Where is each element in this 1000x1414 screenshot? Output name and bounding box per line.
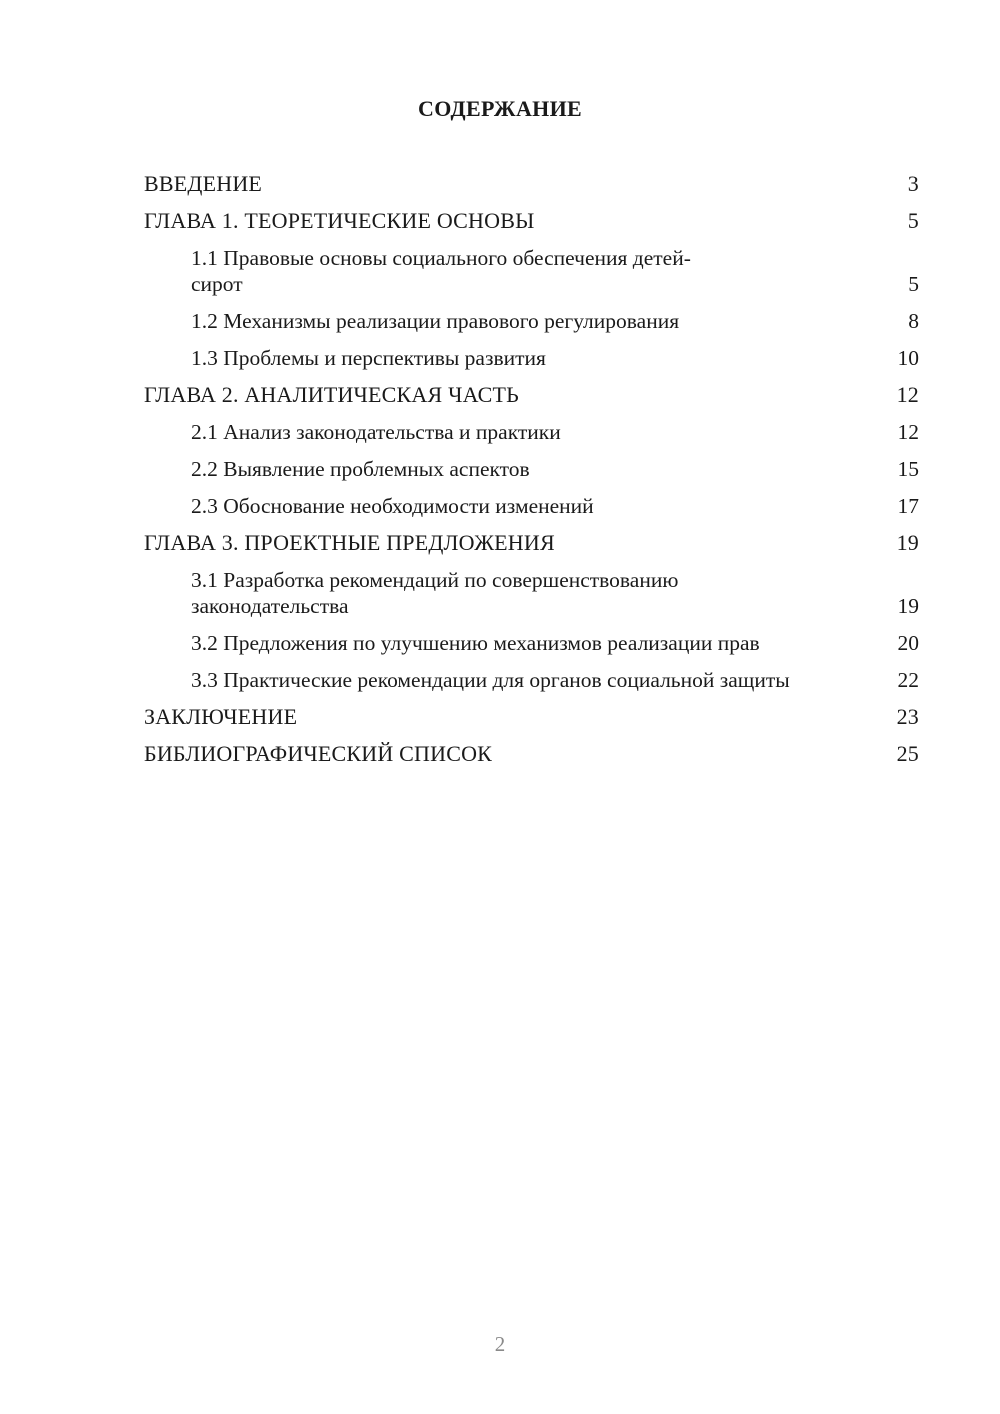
toc-entry-page: 23: [896, 704, 919, 729]
toc-entry-chapter-2[interactable]: [144, 377, 919, 414]
toc-entry-section-1-1[interactable]: [144, 240, 919, 303]
toc-entry-section-1-2[interactable]: [144, 303, 919, 340]
toc-entry-text: 2.3 Обоснование необходимости изменений: [191, 494, 594, 518]
toc-entry-page: 17: [897, 494, 919, 518]
toc-entry-introduction[interactable]: [144, 166, 919, 203]
table-of-contents: [144, 166, 919, 773]
toc-entry-section-2-1[interactable]: [144, 414, 919, 451]
toc-entry-text: 2.2 Выявление проблемных аспектов: [191, 457, 530, 481]
toc-entry-page: 22: [897, 668, 919, 692]
toc-entry-text: 2.1 Анализ законодательства и практики: [191, 420, 561, 444]
toc-entry-section-2-3[interactable]: [144, 488, 919, 525]
toc-entry-text: 1.2 Механизмы реализации правового регулирования: [191, 309, 680, 333]
toc-entry-chapter-1[interactable]: [144, 203, 919, 240]
toc-entry-text: ВВЕДЕНИЕ: [144, 171, 263, 196]
toc-entry-text: 1.1 Правовые основы социального обеспечения детей-сирот: [191, 246, 691, 296]
toc-entry-chapter-3[interactable]: [144, 525, 919, 562]
toc-entry-page: 5: [907, 208, 919, 233]
toc-entry-text: 3.3 Практические рекомендации для органов социальной защиты: [191, 668, 790, 692]
toc-entry-page: 20: [897, 631, 919, 655]
toc-entry-section-3-2[interactable]: [144, 625, 919, 662]
toc-entry-page: 19: [896, 530, 919, 555]
toc-entry-section-3-1[interactable]: [144, 562, 919, 625]
toc-entry-text: 3.2 Предложения по улучшению механизмов реализации прав: [191, 631, 760, 655]
toc-entry-text: 3.1 Разработка рекомендаций по совершенствованию законодательства: [191, 568, 679, 618]
page-number: 2: [494, 1332, 506, 1356]
toc-entry-text: 1.3 Проблемы и перспективы развития: [191, 346, 546, 370]
toc-entry-text: ГЛАВА 2. АНАЛИТИЧЕСКАЯ ЧАСТЬ: [144, 382, 519, 407]
toc-entry-page: 8: [908, 309, 919, 333]
toc-entry-section-3-3[interactable]: [144, 662, 919, 699]
toc-entry-text: ГЛАВА 3. ПРОЕКТНЫЕ ПРЕДЛОЖЕНИЯ: [144, 530, 555, 555]
toc-entry-page: 5: [908, 272, 919, 296]
toc-entry-text: ЗАКЛЮЧЕНИЕ: [144, 704, 298, 729]
toc-entry-page: 19: [897, 594, 919, 618]
page-title: СОДЕРЖАНИЕ: [418, 96, 582, 121]
toc-entry-text: ГЛАВА 1. ТЕОРЕТИЧЕСКИЕ ОСНОВЫ: [144, 208, 535, 233]
toc-entry-page: 10: [897, 346, 919, 370]
toc-entry-section-1-3[interactable]: [144, 340, 919, 377]
toc-entry-section-2-2[interactable]: [144, 451, 919, 488]
toc-entry-text: БИБЛИОГРАФИЧЕСКИЙ СПИСОК: [144, 741, 493, 766]
toc-entry-page: 15: [897, 457, 919, 481]
toc-entry-conclusion[interactable]: [144, 699, 919, 736]
toc-entry-page: 12: [897, 420, 919, 444]
toc-entry-page: 12: [896, 382, 919, 407]
toc-entry-bibliography[interactable]: [144, 736, 919, 773]
toc-entry-page: 25: [896, 741, 919, 766]
toc-entry-page: 3: [907, 171, 919, 196]
